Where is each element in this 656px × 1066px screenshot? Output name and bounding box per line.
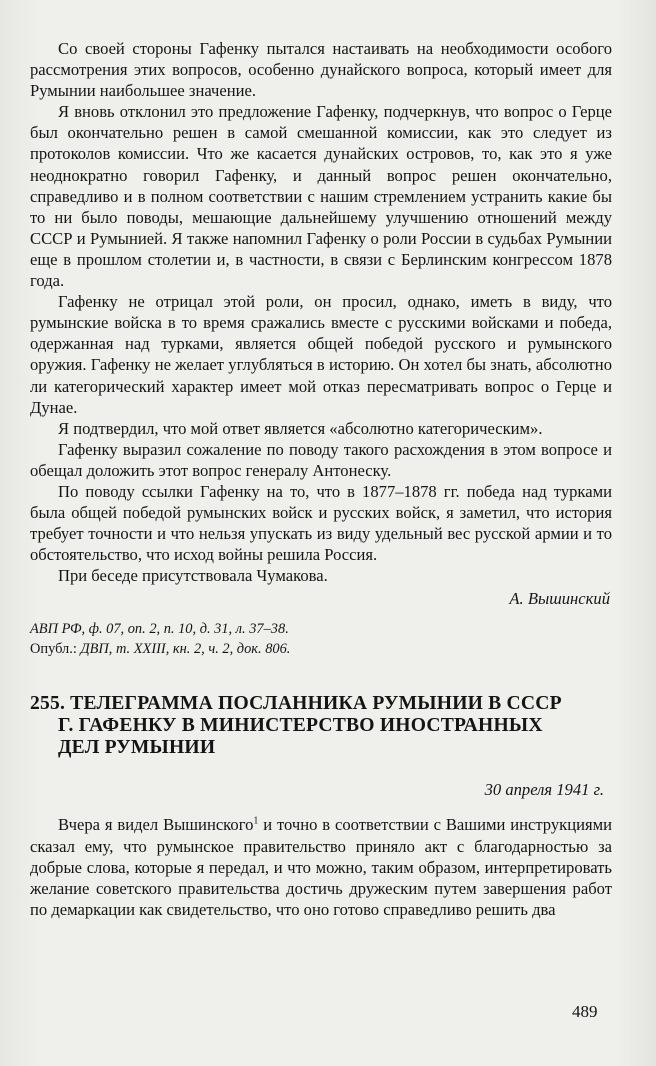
archive-reference	[30, 619, 612, 639]
signature: А. Вышинский	[509, 589, 610, 609]
publication-ref-text: ДВП, т. XXIII, кн. 2, ч. 2, док. 806.	[80, 641, 291, 658]
document-date: 30 апреля 1941 г.	[484, 780, 604, 800]
paragraph: Я подтвердил, что мой ответ является «абсолютно категорическим».	[58, 418, 543, 438]
paragraph: Гафенку выразил сожаление по поводу такого расхождения в этом вопросе и обещал доложить этот вопрос генералу Антонеску.	[30, 439, 612, 480]
document-title-line-1: 255. ТЕЛЕГРАММА ПОСЛАННИКА РУМЫНИИ В СССР	[30, 693, 562, 715]
page-content	[30, 38, 612, 920]
document-title-line-2: Г. ГАФЕНКУ В МИНИСТЕРСТВО ИНОСТРАННЫХ	[58, 715, 543, 737]
paragraph: Я вновь отклонил это предложение Гафенку, подчеркнув, что вопрос о Герце был окончательно решен в самой смешанной комиссии, как это следует из протоколов комиссии. Что же касается дунайских островов, то, как это я уже неоднократно говорил Гафенку, и данный вопрос решен окончательно, справедливо и в полном соответствии с нашим стремлением устранить какие бы то ни было поводы, мешающие дальнейшему улучшению отношений между СССР и Румынией. Я также напомнил Гафенку о роли России в судьбах Румынии еще в прошлом столетии и, в частности, в связи с Берлинским конгрессом 1878 года.	[30, 102, 612, 291]
document-title	[30, 693, 612, 759]
paragraph: Со своей стороны Гафенку пытался настаивать на необходимости особого рассмотрения этих вопросов, особенно дунайского вопроса, который имеет для Румынии наибольшее значение.	[30, 39, 612, 101]
paragraph-start: Вчера я видел Вышинского	[58, 815, 254, 835]
document-body-bottom	[30, 814, 612, 919]
publication-prefix: Опубл.:	[30, 641, 81, 658]
publication-reference	[30, 639, 612, 659]
paragraph: Гафенку не отрицал этой роли, он просил, однако, иметь в виду, что румынские войска в то время сражались вместе с русскими войсками и победа, одержанная над турками, является общей победой русского и румынского оружия. Гафенку не желает углубляться в историю. Он хотел бы знать, абсолютно ли категорический характер имеет мой отказ пересматривать вопрос о Герце и Дунае.	[30, 292, 612, 417]
source-references	[30, 619, 612, 659]
document-title-line-3: ДЕЛ РУМЫНИИ	[58, 737, 216, 759]
paragraph	[30, 814, 612, 919]
paragraph: По поводу ссылки Гафенку на то, что в 1877–1878 гг. победа над турками была общей победой румынских войск и русских войск, я заметил, что история требует точности и что нельзя упускать из виду удельный вес русской армии и то обстоятельство, что исход войны решила Россия.	[30, 481, 612, 565]
page-number: 489	[572, 1002, 598, 1021]
archive-reference-text: АВП РФ, ф. 07, оп. 2, п. 10, д. 31, л. 37–38.	[30, 621, 289, 638]
paragraph: При беседе присутствовала Чумакова.	[58, 566, 328, 586]
footnote-marker: 1	[253, 815, 259, 827]
document-body-top	[30, 38, 612, 586]
paragraph-rest: и точно в соответствии с Вашими инструкциями сказал ему, что румынское правительство приняло акт с благодарностью за добрые слова, которые я передал, и что можно, таким образом, интерпретировать желание советского правительства достичь дружеским путем завершения работ по демаркации как свидетельство, что оно готово справедливо решить два	[30, 815, 612, 919]
